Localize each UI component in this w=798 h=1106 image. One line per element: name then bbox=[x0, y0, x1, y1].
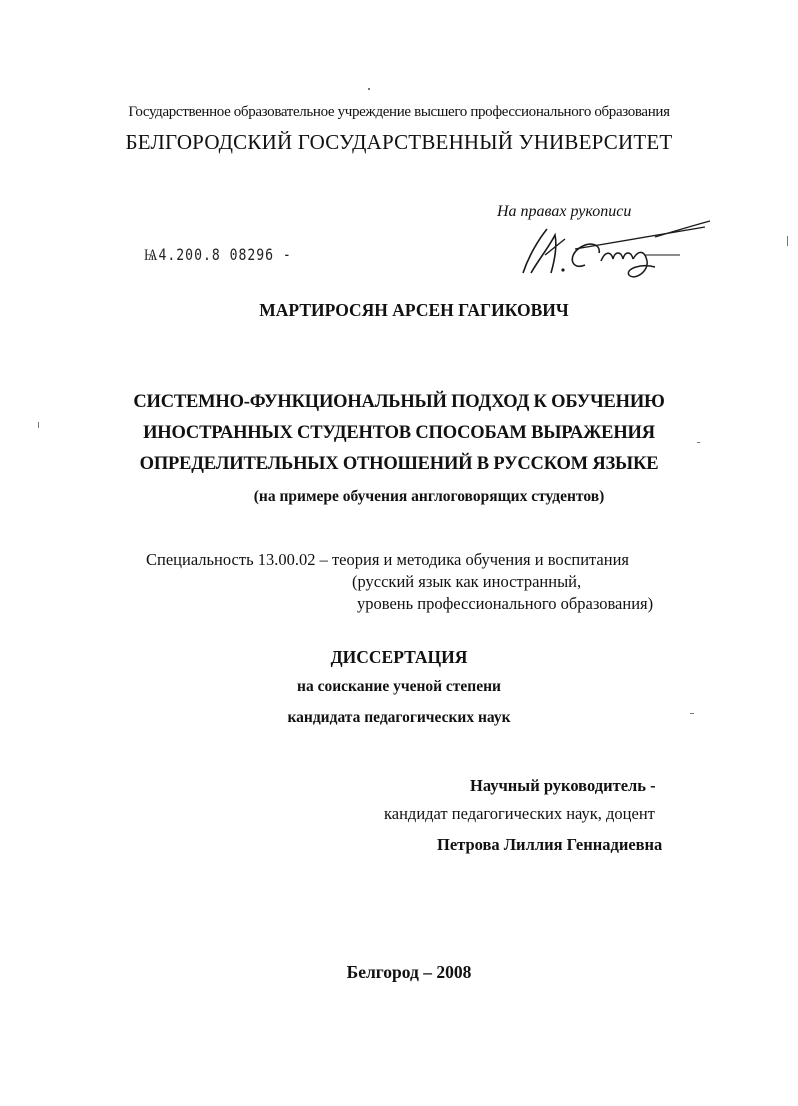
scan-speck bbox=[787, 236, 788, 246]
manuscript-note: На правах рукописи bbox=[497, 203, 632, 220]
document-type: ДИССЕРТАЦИЯ bbox=[330, 647, 468, 667]
advisor-label: Научный руководитель - bbox=[470, 776, 656, 795]
degree-line: кандидата педагогических наук bbox=[287, 709, 511, 726]
title-subtitle: (на примере обучения англоговорящих студентов) bbox=[253, 488, 605, 505]
advisor-name: Петрова Лиллия Геннадиевна bbox=[437, 835, 663, 854]
specialty-line: (русский язык как иностранный, bbox=[352, 572, 582, 591]
scan-speck bbox=[690, 713, 694, 714]
title-line: ИНОСТРАННЫХ СТУДЕНТОВ СПОСОБАМ ВЫРАЖЕНИЯ bbox=[143, 423, 655, 443]
university-name: БЕЛГОРОДСКИЙ ГОСУДАРСТВЕННЫЙ УНИВЕРСИТЕТ bbox=[125, 130, 673, 154]
city-year: Белгород – 2008 bbox=[346, 962, 472, 982]
author-name: МАРТИРОСЯН АРСЕН ГАГИКОВИЧ bbox=[259, 300, 569, 320]
registry-number: Ѩ4.200.8 08296 - bbox=[144, 245, 292, 264]
specialty-line: Специальность 13.00.02 – теория и методика обучения и воспитания bbox=[146, 550, 630, 569]
scan-speck bbox=[697, 442, 700, 443]
advisor-title: кандидат педагогических наук, доцент bbox=[384, 804, 655, 823]
title-line: СИСТЕМНО-ФУНКЦИОНАЛЬНЫЙ ПОДХОД К ОБУЧЕНИЮ bbox=[133, 392, 665, 412]
title-line: ОПРЕДЕЛИТЕЛЬНЫХ ОТНОШЕНИЙ В РУССКОМ ЯЗЫКЕ bbox=[139, 454, 659, 474]
institution-name: Государственное образовательное учреждение высшего профессионального образования bbox=[128, 104, 670, 120]
scan-speck bbox=[368, 88, 370, 90]
specialty-line: уровень профессионального образования) bbox=[357, 594, 654, 613]
signature-image bbox=[505, 215, 715, 290]
scan-speck bbox=[38, 422, 39, 428]
degree-line: на соискание ученой степени bbox=[297, 678, 501, 695]
